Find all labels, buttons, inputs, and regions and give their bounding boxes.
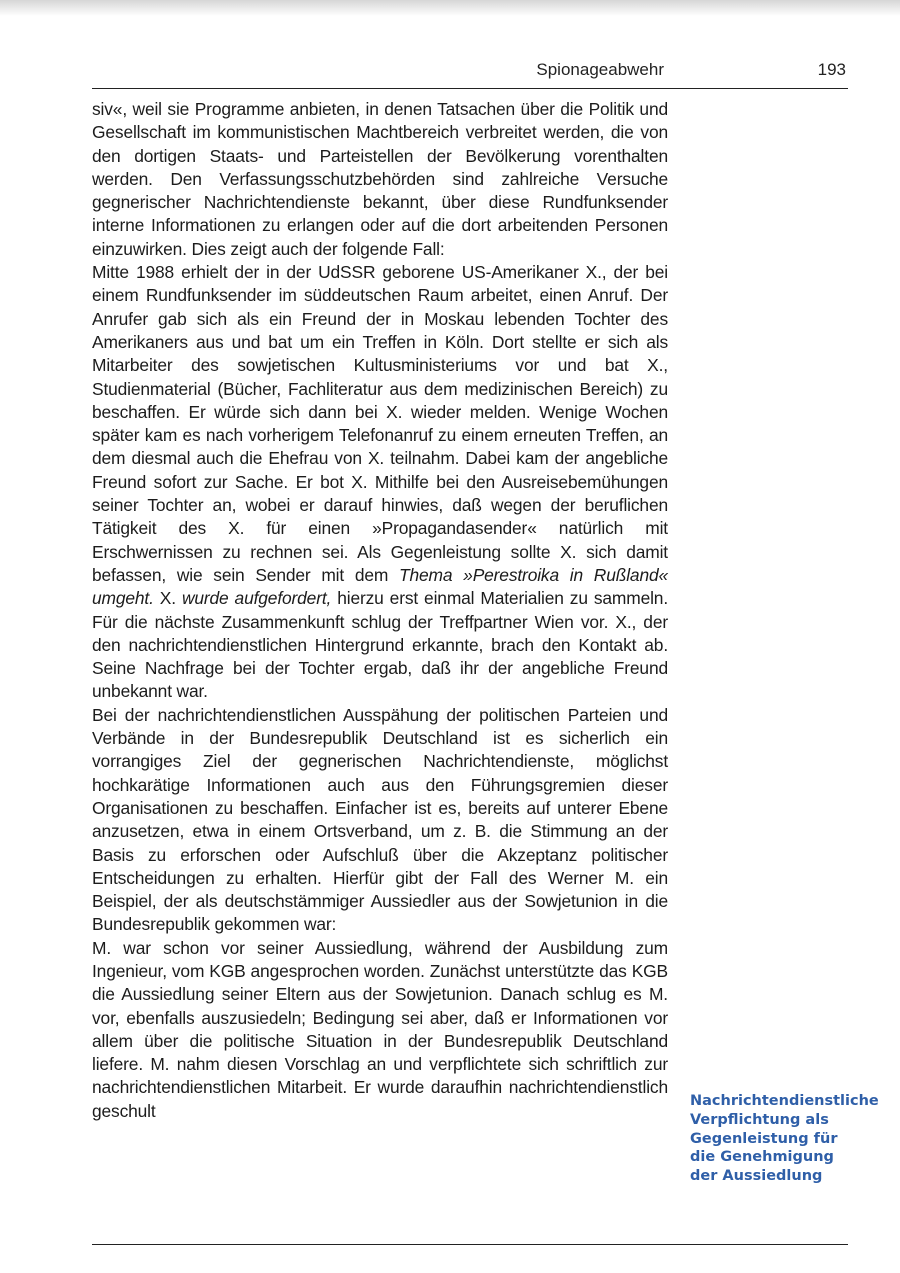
- footer-rule: [92, 1244, 848, 1245]
- paragraph-4: M. war schon vor seiner Aussiedlung, während der Ausbildung zum Ingenieur, vom KGB angesprochen worden. Zunächst unterstützte das KGB die Aussiedlung seiner Eltern aus der Sowjetunion. Danach schlug es M. vor, ebenfalls auszusiedeln; Bedingung sei aber, daß er Informationen vor allem über die politische Situation in der Bundesrepublik Deutschland liefere. M. nahm diesen Vorschlag an und verpflichtete sich schriftlich zur nachrichtendienstlichen Mitarbeit. Er wurde daraufhin nachrichtendienstlich geschult: [92, 937, 668, 1121]
- paragraph-2-italic-1: Thema »Perestroika in Rußland« umgeht.: [92, 564, 669, 609]
- body-text: [92, 98, 668, 1123]
- page-header: [92, 60, 848, 89]
- running-title: Spionageabwehr: [536, 60, 664, 79]
- paragraph-1: siv«, weil sie Programme anbieten, in denen Tatsachen über die Politik und Gesellschaft im kommunistischen Machtbereich verbreitet werden, die von den dortigen Staats- und Parteistellen der Bevölkerung vorenthalten werden. Den Verfassungsschutzbehörden sind zahlreiche Versuche gegnerischer Nachrichtendienste bekannt, über diese Rundfunksender interne Informationen zu erlangen oder auf die dort arbeitenden Personen einzuwirken. Dies zeigt auch der folgende Fall:: [92, 99, 668, 259]
- paragraph-2-part-1: Mitte 1988 erhielt der in der UdSSR geborene US-Amerikaner X., der bei einem Rundfunksender im süddeutschen Raum arbeitet, einen Anruf. Der Anrufer gab sich als ein Freund der in Moskau lebenden Tochter des Amerikaners aus und bat um ein Treffen in Köln. Dort stellte er sich als Mitarbeiter des sowjetischen Kultusministeriums vor und bat X., Studienmaterial (Bücher, Fachliteratur aus dem medizinischen Bereich) zu beschaffen. Er würde sich dann bei X. wieder melden. Wenige Wochen später kam es nach vorherigem Telefonanruf zu einem erneuten Treffen, an dem diesmal auch die Ehefrau von X. teilnahm. Dabei kam der angebliche Freund sofort zur Sache. Er bot X. Mithilfe bei den Ausreisebemühungen seiner Tochter an, wobei er darauf hinwies, daß wegen der beruflichen Tätigkeit des X. für einen »Propagandasender« natürlich mit Erschwernissen zu rechnen sei. Als Gegenleistung sollte X. sich damit befassen, wie sein Sender mit dem: [92, 262, 668, 585]
- margin-note: Nachrichtendienstliche Verpflichtung als Gegenleistung für die Genehmigung der Aussiedlung: [690, 1093, 879, 1185]
- paragraph-3: Bei der nachrichtendienstlichen Ausspähung der politischen Parteien und Verbände in der Bundesrepublik Deutschland ist es sicherlich ein vorrangiges Ziel der gegnerischen Nachrichtendienste, möglichst hochkarätige Informationen auch aus den Führungsgremien dieser Organisationen zu beschaffen. Einfacher ist es, bereits auf unterer Ebene anzusetzen, etwa in einem Ortsverband, um z. B. die Stimmung an der Basis zu erforschen oder Aufschluß über die Akzeptanz politischer Entscheidungen zu erhalten. Hierfür gibt der Fall des Werner M. ein Beispiel, der als deutschstämmiger Aussiedler aus der Sowjetunion in die Bundesrepublik gekommen war:: [92, 704, 668, 935]
- scan-shadow: [0, 0, 900, 16]
- paragraph-2: [92, 261, 668, 704]
- paragraph-2-italic-2: wurde aufgefordert,: [181, 588, 332, 609]
- page-number: 193: [817, 60, 846, 79]
- paragraph-2-part-3: hierzu erst einmal Materialien zu sammeln. Für die nächste Zusammenkunft schlug der Treffpartner Wien vor. X., der den nachrichtendienstlichen Hintergrund erkannte, brach den Kontakt ab. Seine Nachfrage bei der Tochter ergab, daß ihr der angebliche Freund unbekannt war.: [92, 588, 669, 702]
- paragraph-2-part-2: X.: [159, 588, 176, 609]
